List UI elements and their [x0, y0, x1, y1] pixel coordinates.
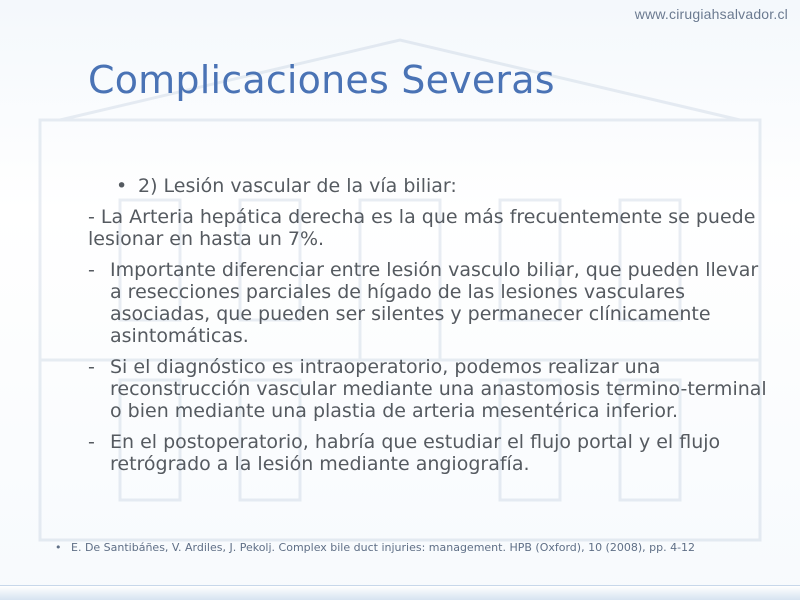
dash-marker: -: [88, 431, 95, 453]
footer-bar: [0, 585, 800, 600]
bullet-marker: •: [55, 541, 62, 554]
list-item: [88, 431, 768, 475]
reference-text: E. De Santibáñes, V. Ardiles, J. Pekolj. Complex bile duct injuries: management. HPB (Oxford), 10 (2008), pp. 4-12: [71, 541, 696, 554]
list-item-text: Importante diferenciar entre lesión vasculo biliar, que pueden llevar a resecciones parciales de hígado de las lesiones vasculares asociadas, que pueden ser silentes y permanecer clínicamente asintomáticas.: [110, 259, 759, 347]
reference-citation: [55, 541, 775, 554]
list-item-text: 2) Lesión vascular de la vía biliar:: [138, 175, 457, 197]
list-item: [88, 259, 768, 347]
list-item: [116, 175, 768, 197]
list-item: [88, 206, 768, 250]
bullet-marker: •: [116, 175, 128, 197]
slide-content: [88, 175, 768, 484]
list-item: [88, 356, 768, 422]
list-item-text: - La Arteria hepática derecha es la que más frecuentemente se puede lesionar en hasta un 7%.: [88, 206, 756, 250]
dash-marker: -: [88, 259, 95, 281]
list-item-text: En el postoperatorio, habría que estudiar el flujo portal y el flujo retrógrado a la lesión mediante angiografía.: [110, 431, 721, 475]
slide-title: Complicaciones Severas: [88, 58, 555, 102]
list-item-text: Si el diagnóstico es intraoperatorio, podemos realizar una reconstrucción vascular mediante una anastomosis termino-terminal o bien mediante una plastia de arteria mesentérica inferior.: [110, 356, 767, 422]
site-url: www.cirugiahsalvador.cl: [634, 6, 788, 22]
dash-marker: -: [88, 356, 95, 378]
